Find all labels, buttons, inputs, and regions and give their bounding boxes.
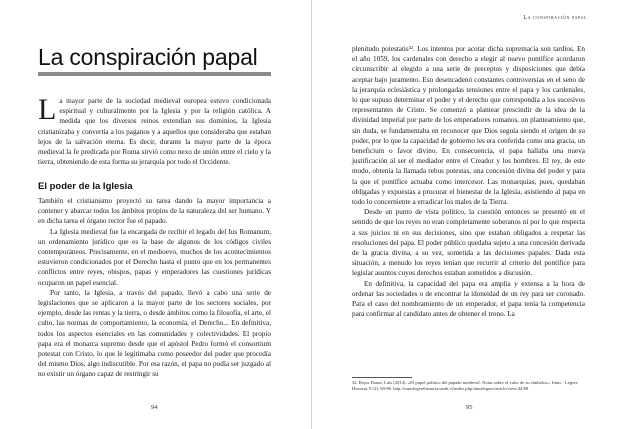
left-body xyxy=(38,196,271,380)
left-paragraph-3: Por tanto, la Iglesia, a través del papado, llevó a cabo una serie de legislaciones que se aplicaron a la mayor parte de los sectores sociales, por ejemplo, desde las rentas y la tierra, o desde ámbitos como la filosofía, el arte, el culto, las normas de comportamiento, la economía, el Derecho... En definitiva, todos los aspectos esenciales en las comunidades y colectividades. El propio papa era el monarca supremo desde que el apóstol Pedro formó el consortium potestat con Cristo, lo que le legitimaba como poseedor del poder que procedía del mismo Dios, algo indiscutible. Por esa razón, el papa no podía ser juzgado al no existir un órgano capaz de restringir su xyxy=(38,288,271,379)
left-page xyxy=(0,0,311,429)
title-rule xyxy=(38,72,271,76)
left-paragraph-2: La Iglesia medieval fue la encargada de recibir el legado del Ius Romanum, un ordenamiento jurídico que es la base de algunos de los códigos civiles contemporáneos. Precisamente, en el medioevo, muchos de los acontecimientos estuvieron condicionados por el Derecho hasta el punto que en los permanentes conflictos entre reyes, obispos, papas y emperadores las cuestiones jurídicas ocuparon un papel esencial. xyxy=(38,227,271,287)
left-paragraph-1: También el cristianismo proyectó su tarea dando la mayor importancia a contener y abarcar todos los ámbitos propios de la naturaleza del ser humano. Y en dicha tarea el órgano rector fue el papado. xyxy=(38,197,271,226)
right-paragraph-2: Desde un punto de vista político, la cuestión entonces se presentó en el sentido de que los reyes no eran completamente soberanos ni por lo que respecta a sus juicios ni en sus decisiones, sino que estaban obligados a respetar las resoluciones del papa. El poder público quedaba sujeto a una concesión derivada de la gracia divina, a su vez, sometida a las decisiones papales. Dada esta situación, a menudo los reyes tenían que recurrir al criterio del pontífice para legislar asuntos cuyos derechos estaban sometidos a discusión. xyxy=(352,208,585,278)
chapter-title: La conspiración papal xyxy=(38,44,258,70)
right-body xyxy=(352,44,585,319)
right-page xyxy=(312,0,623,429)
footnote: 32. Rojas Donat, Luis (2014). «El papel político del papado medieval. Notas sobre el valor de su símbolos». Intus - Legere Historia, 8 (2), 69-86. http://intuslegerehistoria.unab.cl/index.php/intuslegere/article/view/44/68 xyxy=(352,380,578,392)
footnote-rule xyxy=(352,377,412,378)
right-paragraph-1: plenitudo potestatis³². Los intentos por acotar dicha supremacía son tardíos. En el año 1059, los cardenales con derecho a elegir al nuevo pontífice acordaron circunscribir al elegido a una serie de preceptos y disposiciones que debía aceptar bajo juramento. Eso desencadenó constantes controversias en el seno de la jerarquía eclesiástica y prolongadas tensiones entre el papa y los cardenales, lo que supuso determinar el poder y el derecho que correspondía a los sucesivos representantes de Cristo. Se comenzó a plantear prescindir de la idea de la divinidad imperial por parte de los emperadores romanos, un planteamiento que, sin duda, se fundamentaba en reconocer que Dios seguía siendo el origen de su poder, por lo que la capacidad de gobierno les era conferida como una gracia, un beneficium o favor divino. En consecuencia, el papa hallaba una nueva justificación al ser el mediador entre el Creador y los hombres. El rey, de este modo, obtenía la llamada rebus potestas, una concesión divina del poder y para la que el pontífice actuaba como intercesor. Las monarquías, pues, quedaban obligadas y expuestas a procurar el bienestar de la Iglesia, asistiendo al papa en todo lo concerniente a erradicar los males de la Tierra. xyxy=(352,45,585,207)
section-heading: El poder de la Iglesia xyxy=(38,181,133,192)
right-paragraph-3: En definitiva, la capacidad del papa era amplia y extensa a la hora de ordenar las sociedades o de encontrar la idoneidad de un rey para ser coronado. Para el caso del nombramiento de un emperador, el papa tenía la competencia para confirmar al candidato antes de obtener el trono. La xyxy=(352,279,585,319)
page-number: 95 xyxy=(466,404,473,411)
dropcap: L xyxy=(38,93,57,126)
running-head: La conspiración papal xyxy=(523,15,587,21)
intro-paragraph xyxy=(38,93,271,167)
page-number: 94 xyxy=(151,404,158,411)
intro-text: a mayor parte de la sociedad medieval europea estuvo condicionada espiritual y culturalmente por la Iglesia y por la religión católica. A medida que los diversos reinos extendían sus dominios, la Iglesia cristianizaba y convertía a los paganos y a aquellos que consideraba que estaban lejos de la salvación eterna. Es decir, durante la mayor parte de la época medieval la fe predicada por Roma sirvió como nexo de unión entre el cielo y la tierra, obteniendo de esta forma su jerarquía por todo el Occidente. xyxy=(38,97,271,167)
